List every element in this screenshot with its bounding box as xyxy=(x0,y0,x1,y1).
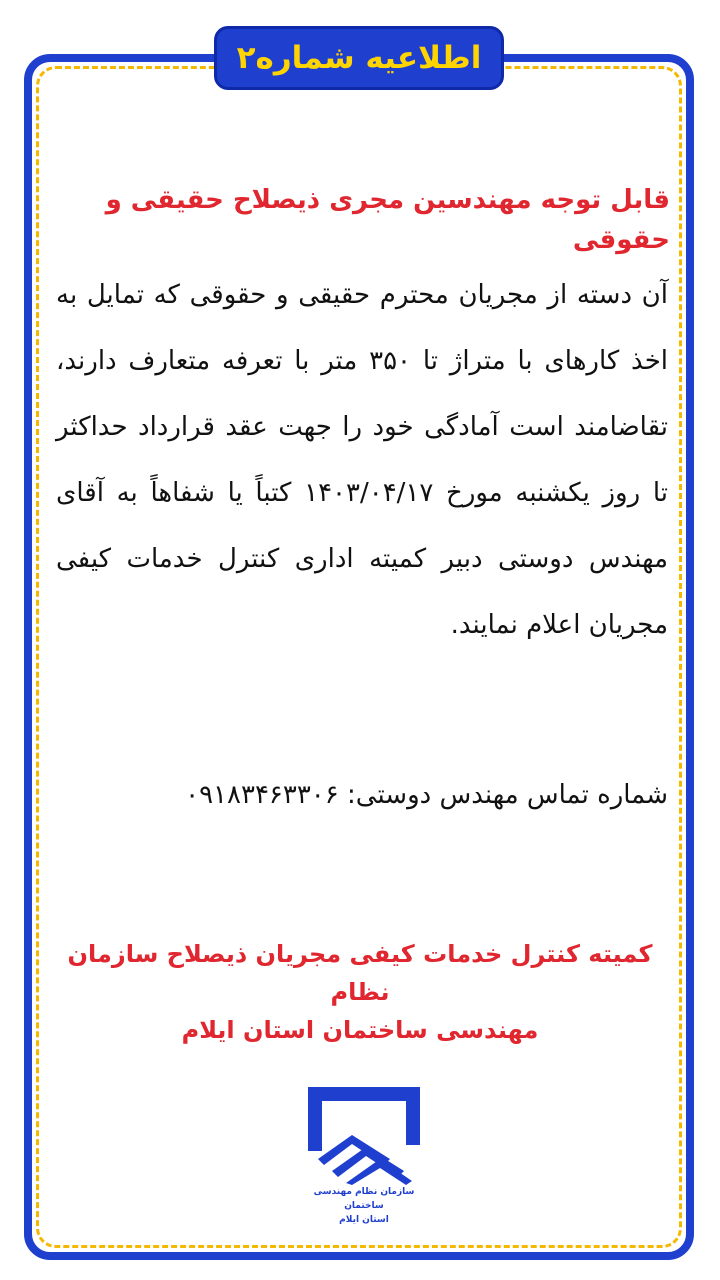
announcement-title: اطلاعیه شماره۲ xyxy=(214,26,504,90)
building-logo-icon xyxy=(294,1075,434,1185)
organization-logo xyxy=(294,1075,434,1235)
footer-signature xyxy=(60,935,660,1049)
footer-line-2: مهندسی ساختمان استان ایلام xyxy=(181,1016,539,1044)
footer-line-1: کمیته کنترل خدمات کیفی مجریان ذیصلاح سازمان نظام xyxy=(67,940,653,1006)
logo-caption xyxy=(294,1185,434,1227)
contact-phone: شماره تماس مهندس دوستی: ۰۹۱۸۳۴۶۳۳۰۶ xyxy=(185,780,668,810)
logo-caption-line-1: سازمان نظام مهندسی ساختمان xyxy=(313,1187,415,1211)
logo-caption-line-2: استان ایلام xyxy=(339,1215,389,1225)
announcement-body: آن دسته از مجریان محترم حقیقی و حقوقی که تمایل به اخذ کارهای با متراژ تا ۳۵۰ متر با تعرفه متعارف دارند، تقاضامند است آمادگی خود را جهت عقد قرارداد حداکثر تا روز یکشنبه مورخ ۱۴۰۳/۰۴/۱۷ کتباً یا شفاهاً به آقای مهندس دوستی دبیر کمیته اداری کنترل خدمات کیفی مجریان اعلام نمایند. xyxy=(56,280,668,640)
headline: قابل توجه مهندسین مجری ذیصلاح حقیقی و حقوقی xyxy=(105,185,670,255)
